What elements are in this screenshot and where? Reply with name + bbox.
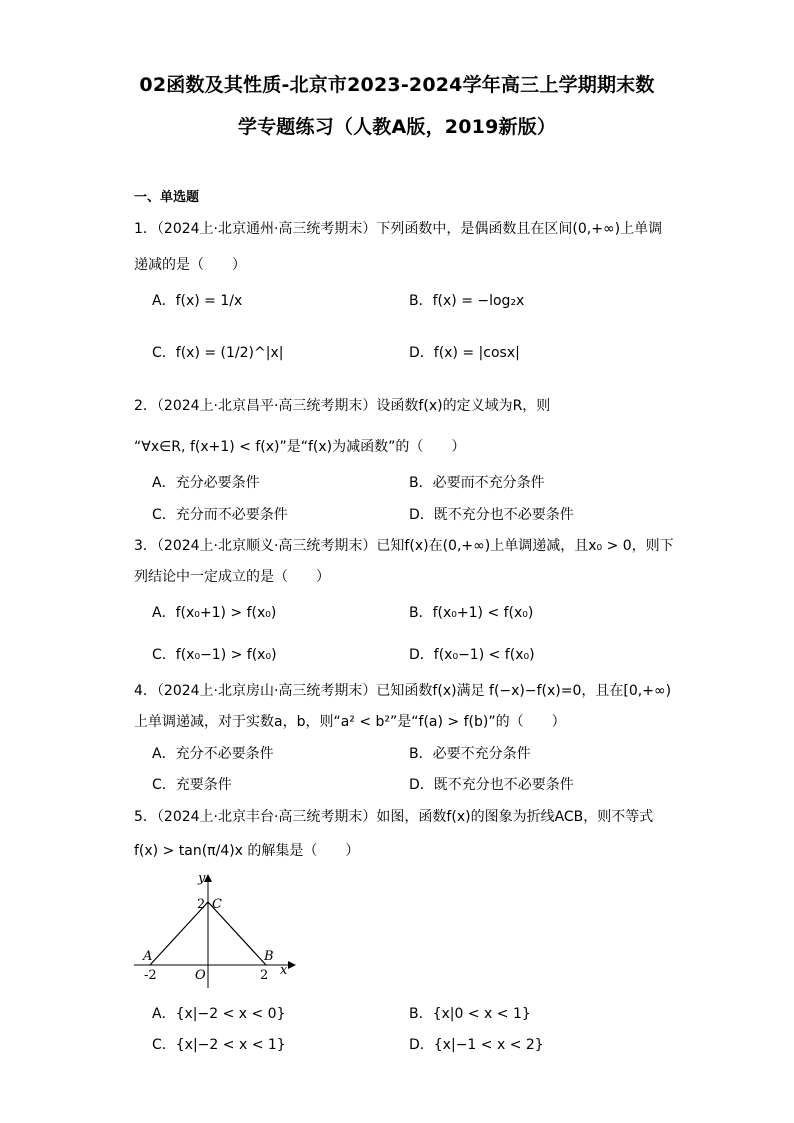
- function-graph: [130, 868, 300, 992]
- q3-option-a: A．f(x₀+1) > f(x₀): [152, 605, 277, 621]
- q3-option-d: D．f(x₀−1) < f(x₀): [409, 647, 535, 663]
- q1-option-d: D．f(x) = |cosx|: [409, 345, 520, 361]
- q4-option-a: A．充分不必要条件: [152, 746, 274, 762]
- point-b-label: B: [264, 949, 274, 964]
- q3-stem-line-1: 3．（2024上·北京顺义·高三统考期末）已知f(x)在(0,+∞)上单调递减，且x₀ > 0，则下: [134, 538, 674, 554]
- q5-stem-line-1: 5．（2024上·北京丰台·高三统考期末）如图，函数f(x)的图象为折线ACB，则不等式: [134, 809, 654, 825]
- q5-option-c: C．{x|−2 < x < 1}: [152, 1037, 286, 1053]
- q2-option-a: A．充分必要条件: [152, 475, 260, 491]
- title-line-2: 学专题练习（人教A版，2019新版）: [237, 116, 557, 138]
- q1-option-a: A．f(x) = 1/x: [152, 293, 243, 309]
- q4-stem-line-2: 上单调递减，对于实数a，b，则“a² < b²”是“f(a) > f(b)”的（ ）: [134, 714, 566, 730]
- q5-stem-line-2: f(x) > tan(π/4)x 的解集是（ ）: [134, 843, 360, 859]
- q5-option-b: B．{x|0 < x < 1}: [409, 1006, 531, 1022]
- q1-stem-line-1: 1．（2024上·北京通州·高三统考期末）下列函数中，是偶函数且在区间(0,+∞)上单调: [134, 221, 663, 237]
- q4-stem-line-1: 4．（2024上·北京房山·高三统考期末）已知函数f(x)满足 f(−x)−f(x)=0，且在[0,+∞): [134, 683, 672, 699]
- q5-option-a: A．{x|−2 < x < 0}: [152, 1006, 286, 1022]
- q1-option-b: B．f(x) = −log₂x: [409, 293, 525, 309]
- x-axis-arrow-icon: [288, 961, 296, 969]
- origin-label: O: [195, 968, 206, 983]
- q2-option-c: C．充分而不必要条件: [152, 507, 288, 523]
- q1-option-c: C．f(x) = (1/2)^|x|: [152, 345, 284, 361]
- title-line-1: 02函数及其性质-北京市2023-2024学年高三上学期期末数: [139, 74, 655, 96]
- q2-option-d: D．既不充分也不必要条件: [409, 507, 574, 523]
- y-axis-label: y: [198, 871, 206, 886]
- q2-stem-line-1: 2．（2024上·北京昌平·高三统考期末）设函数f(x)的定义域为R，则: [134, 398, 551, 414]
- q2-stem-line-2: “∀x∈R, f(x+1) < f(x)”是“f(x)为减函数”的（ ）: [134, 439, 466, 455]
- q4-option-b: B．必要不充分条件: [409, 746, 531, 762]
- q3-option-b: B．f(x₀+1) < f(x₀): [409, 605, 534, 621]
- y-intercept-label: 2: [197, 897, 206, 912]
- q5-option-d: D．{x|−1 < x < 2}: [409, 1037, 544, 1053]
- q2-option-b: B．必要而不充分条件: [409, 475, 545, 491]
- q3-stem-line-2: 列结论中一定成立的是（ ）: [134, 569, 330, 585]
- q4-option-c: C．充要条件: [152, 777, 232, 793]
- q4-option-d: D．既不充分也不必要条件: [409, 777, 574, 793]
- x-minus2-label: -2: [144, 968, 157, 983]
- q1-stem-line-2: 递减的是（ ）: [134, 257, 246, 273]
- point-c-label: C: [212, 897, 222, 912]
- q3-option-c: C．f(x₀−1) > f(x₀): [152, 647, 277, 663]
- x-plus2-label: 2: [260, 968, 269, 983]
- section-heading: 一、单选题: [134, 190, 200, 205]
- point-a-label: A: [143, 949, 153, 964]
- x-axis-label: x: [280, 963, 288, 978]
